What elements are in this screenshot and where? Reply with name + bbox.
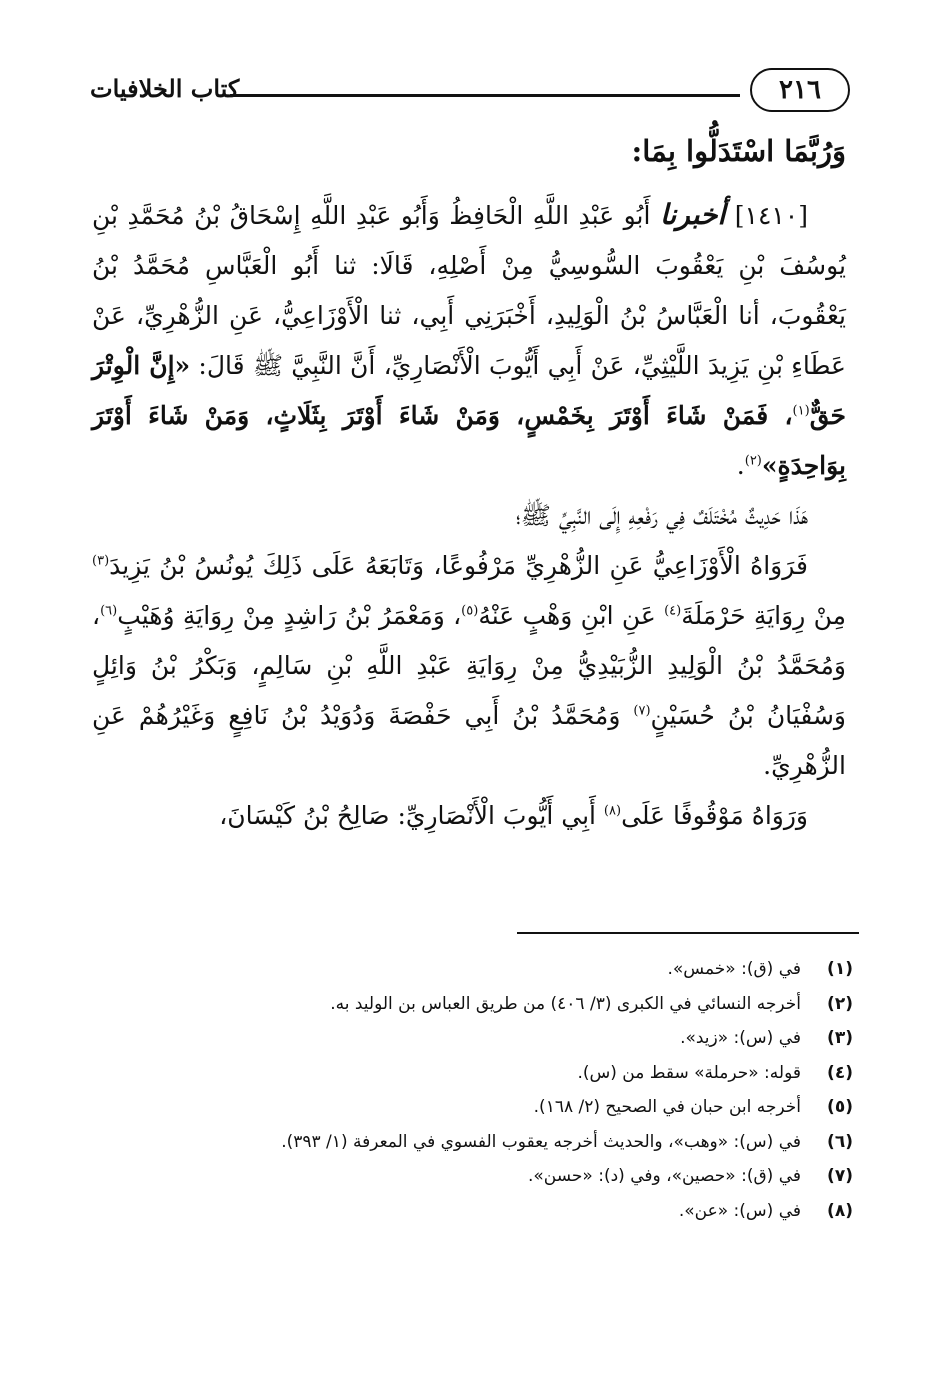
marfu-text-b: مِنْ رِوَايَةِ حَرْمَلَةَ	[681, 601, 846, 630]
footnote-text: في (س): «عن».	[678, 1200, 801, 1221]
hadith-text: «إِنَّ الْوِتْرَ حَقٌّ	[92, 351, 846, 430]
footnote-ref-6[interactable]: (٦)	[100, 603, 118, 619]
akhbarana-word: أخبرنا	[659, 198, 726, 231]
section-subheading: وَرُبَّمَا اسْتَدَلُّوا بِمَا:	[631, 134, 846, 168]
paragraph-comment	[92, 491, 846, 541]
marfu-text-f: وَمُحَمَّدُ بْنُ أَبِي حَفْصَةَ وَدُوَيْدُ بْنُ نَافِعٍ وَغَيْرُهُمْ عَنِ الزُّهْرِيِّ.	[92, 701, 846, 780]
footnote-text: أخرجه ابن حبان في الصحيح (٢/ ١٦٨).	[533, 1097, 801, 1117]
footnote-ref-2[interactable]: (٢)	[744, 453, 762, 469]
header-rule	[230, 94, 740, 97]
page-number: ٢١٦	[750, 68, 850, 112]
footnote-text: في (س): «وهب»، والحديث أخرجه يعقوب الفسوي في المعرفة (١/ ٣٩٣).	[281, 1131, 801, 1152]
footnote-separator	[517, 932, 859, 934]
footnote-ref-3[interactable]: (٣)	[92, 553, 110, 569]
paragraph-1410	[92, 190, 846, 491]
main-text	[92, 190, 846, 841]
footnote-item	[133, 1125, 853, 1160]
footnote-number: (٢)	[827, 993, 853, 1014]
footnote-item	[133, 1159, 853, 1194]
book-title: كتاب الخلافيات	[90, 74, 240, 103]
marfu-text-d: ، وَمَعْمَرُ بْنُ رَاشِدٍ مِنْ رِوَايَةِ وُهَيْبٍ	[117, 601, 462, 630]
marfu-text-e: ، وَمُحَمَّدُ بْنُ الْوَلِيدِ الزُّبَيْدِيُّ مِنْ رِوَايَةِ عَبْدِ اللَّهِ بْنِ سَالِمٍ، وَبَكْرُ بْنُ وَائِلٍ وَسُفْيَانُ بْنُ حُسَيْنٍ	[92, 601, 847, 730]
footnote-number: (٨)	[827, 1200, 853, 1221]
paragraph-marfu	[92, 541, 846, 791]
footnote-text: قوله: «حرملة» سقط من (س).	[577, 1062, 801, 1083]
footnote-item	[133, 1021, 853, 1056]
footnote-text: أخرجه النسائي في الكبرى (٣/ ٤٠٦) من طريق العباس بن الوليد به.	[330, 993, 801, 1014]
mawquf-text-b: أَبِي أَيُّوبَ الْأَنْصَارِيِّ: صَالِحُ بْنُ كَيْسَانَ،	[219, 801, 604, 830]
footnote-item	[133, 952, 853, 987]
footnote-item	[133, 1090, 853, 1125]
marfu-text-c: عَنِ ابْنِ وَهْبٍ عَنْهُ	[478, 601, 665, 630]
footnote-number: (٣)	[827, 1028, 853, 1048]
footnote-number: (١)	[827, 959, 853, 979]
footnote-item	[133, 1194, 853, 1229]
footnotes	[133, 952, 853, 1228]
footnote-ref-1[interactable]: (١)	[792, 403, 810, 419]
footnote-ref-8[interactable]: (٨)	[603, 803, 622, 819]
marfu-text-a: فَرَوَاهُ الْأَوْزَاعِيُّ عَنِ الزُّهْرِيِّ مَرْفُوعًا، وَتَابَعَهُ عَلَى ذَلِكَ يُونُسُ بْنُ يَزِيدَ	[109, 551, 808, 580]
hadith-number: [١٤١٠]	[734, 201, 808, 230]
footnote-number: (٤)	[827, 1062, 853, 1083]
footnote-ref-5[interactable]: (٥)	[461, 603, 479, 619]
isnad-text: أَبُو عَبْدِ اللَّهِ الْحَافِظُ وَأَبُو عَبْدِ اللَّهِ إِسْحَاقُ بْنُ مُحَمَّدِ بْنِ يُوسُفَ بْنِ يَعْقُوبَ السُّوسِيُّ مِنْ أَصْلِهِ، قَالَا: ثنا أَبُو الْعَبَّاسِ مُحَمَّدُ بْنُ يَعْقُوبَ، أنا الْعَبَّاسُ بْنُ الْوَلِيدِ، أَخْبَرَنِي أَبِي، ثنا الْأَوْزَاعِيُّ، عَنِ الزُّهْرِيِّ، عَنْ عَطَاءِ بْنِ يَزِيدَ اللَّيْثِيِّ، عَنْ أَبِي أَيُّوبَ الْأَنْصَارِيِّ، أَنَّ النَّبِيَّ ﷺ قَالَ:	[92, 201, 846, 380]
footnote-text: في (ق): «خمس».	[667, 959, 801, 979]
paragraph-end: .	[736, 451, 745, 480]
footnote-ref-7[interactable]: (٧)	[633, 703, 651, 719]
comment-text: هَذَا حَدِيثٌ مُخْتَلَفٌ فِي رَفْعِهِ إِلَى النَّبِيِّ ﷺ؛	[515, 501, 808, 530]
footnote-number: (٧)	[827, 1166, 853, 1186]
running-header	[90, 66, 850, 118]
footnote-ref-4[interactable]: (٤)	[664, 603, 682, 619]
footnote-number: (٥)	[827, 1097, 853, 1117]
paragraph-mawquf	[92, 791, 846, 841]
footnote-item	[133, 987, 853, 1022]
footnote-text: في (س): «زيد».	[680, 1028, 801, 1048]
footnote-text: في (ق): «حصين»، وفي (د): «حسن».	[528, 1166, 801, 1186]
mawquf-text-a: وَرَوَاهُ مَوْقُوفًا عَلَى	[621, 801, 808, 830]
hadith-text-cont: ، فَمَنْ شَاءَ أَوْتَرَ بِخَمْسٍ، وَمَنْ شَاءَ أَوْتَرَ بِثَلَاثٍ، وَمَنْ شَاءَ أَوْتَرَ بِوَاحِدَةٍ»	[92, 401, 846, 480]
footnote-item	[133, 1056, 853, 1091]
footnote-number: (٦)	[827, 1131, 853, 1152]
